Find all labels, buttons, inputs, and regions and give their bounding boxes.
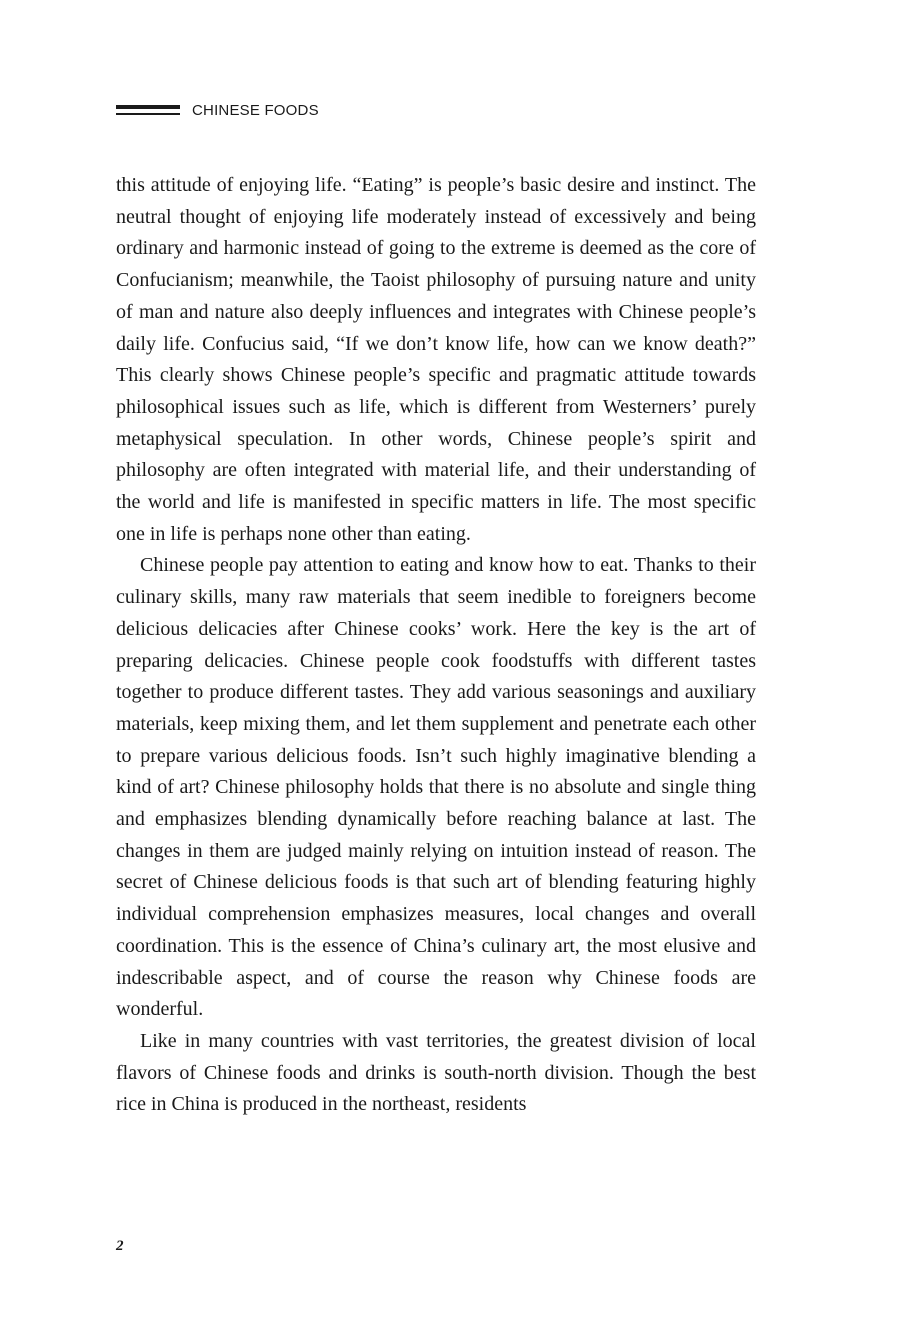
- paragraph-1: this attitude of enjoying life. “Eating” is people’s basic desire and instinct. The neutral thought of enjoying life moderately instead of excessively and being ordinary and harmonic instead of going to the extreme is deemed as the core of Confucianism; meanwhile, the Taoist philosophy of pursuing nature and unity of man and nature also deeply influences and integrates with Chinese people’s daily life. Confucius said, “If we don’t know life, how can we know death?” This clearly shows Chinese people’s specific and pragmatic attitude towards philosophical issues such as life, which is different from Westerners’ purely metaphysical speculation. In other words, Chinese people’s spirit and philosophy are often integrated with material life, and their understanding of the world and life is manifested in specific matters in life. The most specific one in life is perhaps none other than eating.: [116, 174, 756, 545]
- paragraph-2: Chinese people pay attention to eating and know how to eat. Thanks to their culinary skills, many raw materials that seem inedible to foreigners become delicious delicacies after Chinese cooks’ work. Here the key is the art of preparing delicacies. Chinese people cook foodstuffs with different tastes together to produce different tastes. They add various seasonings and auxiliary materials, keep mixing them, and let them supplement and penetrate each other to prepare various delicious foods. Isn’t such highly imaginative blending a kind of art? Chinese philosophy holds that there is no absolute and single thing and emphasizes blending dynamically before reaching balance at last. The changes in them are judged mainly relying on intuition instead of reason. The secret of Chinese delicious foods is that such art of blending featuring highly individual comprehension emphasizes measures, local changes and overall coordination. This is the essence of China’s culinary art, the most elusive and indescribable aspect, and of course the reason why Chinese foods are wonderful.: [116, 554, 756, 1021]
- header-rule-thin: [116, 113, 180, 115]
- body-text: [116, 170, 756, 1121]
- running-header: [116, 100, 319, 120]
- header-rule: [116, 105, 180, 115]
- header-rule-thick: [116, 105, 180, 109]
- header-title: CHINESE FOODS: [192, 101, 319, 119]
- paragraph-3: Like in many countries with vast territories, the greatest division of local flavors of Chinese foods and drinks is south-north division. Though the best rice in China is produced in the northeast, residents: [116, 1029, 756, 1116]
- page-number: 2: [116, 1238, 124, 1254]
